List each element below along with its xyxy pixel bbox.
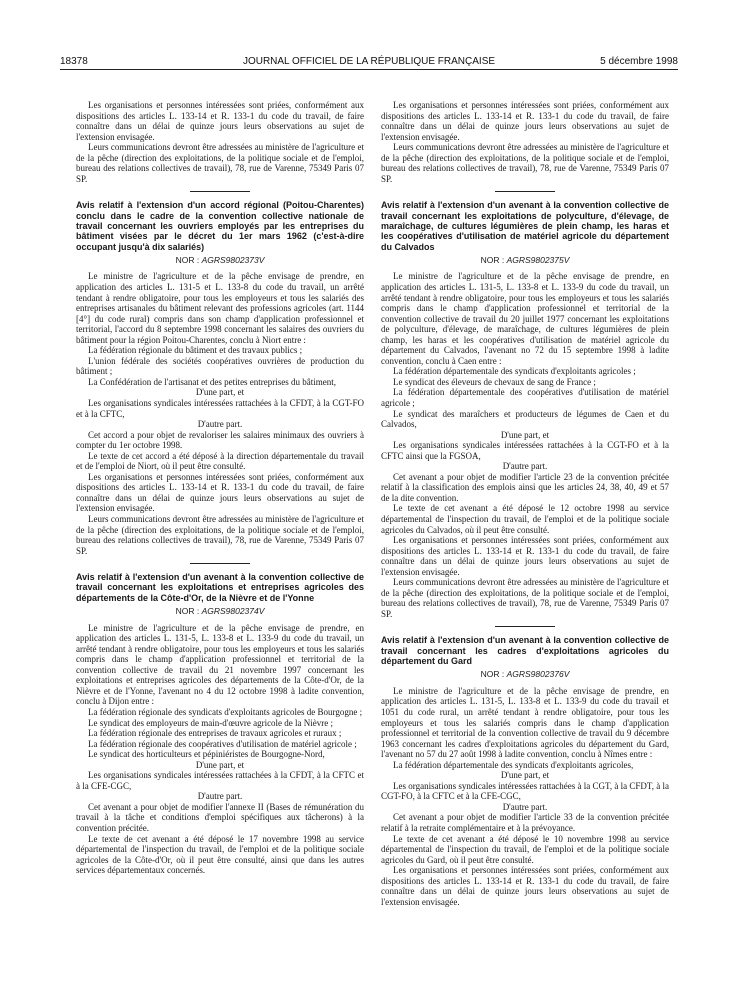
paragraph: Les organisations syndicales intéressées rattachées à la CFDT, à la CGT-FO et à la CFTC, xyxy=(76,397,364,419)
notice-title: Avis relatif à l'extension d'un avenant à la convention collective de travail concernant les cadres d'exploitations agricoles du département du Gard xyxy=(381,635,669,667)
paragraph: D'une part, et xyxy=(195,759,245,770)
paragraph: Les organisations et personnes intéressées sont priées, conformément aux dispositions des articles L. 133-14 et R. 133-1 du code du travail, de faire connaître dans un délai de quinze jours leurs observations au sujet de l'extension envisagée. xyxy=(381,535,669,577)
paragraph: Leurs communications devront être adressées au ministère de l'agriculture et de la pêche (direction des exploitations, de la politique sociale et de l'emploi, bureau des relations collectives de travail), 78, rue de Varenne, 75349 Paris 07 SP. xyxy=(76,513,364,556)
nor-code: AGRS9802374V xyxy=(201,606,265,617)
paragraph: Cet avenant a pour objet de modifier l'article 33 de la convention précitée relatif à la retraite complémentaire et à la prévoyance. xyxy=(381,812,669,833)
paragraph: Les organisations syndicales intéressées rattachées à la CFDT, à la CFTC et à la CFE-CGC, xyxy=(76,770,364,791)
paragraph: D'autre part. xyxy=(502,801,548,812)
paragraph: Cet avenant a pour objet de modifier l'annexe II (Bases de rémunération du travail à la tâche et conditions d'emploi spécifiques aux tâcherons) à la convention précitée. xyxy=(76,801,364,833)
section-separator xyxy=(495,191,555,192)
paragraph: D'une part, et xyxy=(500,429,550,440)
left-column xyxy=(76,100,364,876)
paragraph: Le ministre de l'agriculture et de la pêche envisage de prendre, en application des articles L. 131-5 et L. 133-8 du code du travail, un arrêté tendant à rendre obligatoire, pour tous les employeurs et tous les salariés des entreprises artisanales du bâtiment relevant des professions agricoles (art. 1144 [4°] du code rural) compris dans son champ d'application professionnel et territorial, l'accord du 8 septembre 1998 concernant les salaires des ouvriers du bâtiment pour la région Poitou-Charentes, conclu à Niort entre : xyxy=(76,271,364,345)
paragraph: Les organisations et personnes intéressées sont priées, conformément aux dispositions des articles L. 133-14 et R. 133-1 du code du travail, de faire connaître dans un délai de quinze jours leurs observations au sujet de l'extension envisagée. xyxy=(381,865,669,907)
paragraph: Le syndicat des éleveurs de chevaux de sang de France ; xyxy=(393,376,596,387)
nor-label: NOR : xyxy=(480,669,505,680)
paragraph: Cet accord a pour objet de revaloriser les salaires minimaux des ouvriers à compter du 1er octobre 1998. xyxy=(76,429,364,451)
nor-label: NOR : xyxy=(175,606,200,617)
paragraph: La fédération départementale des syndicats d'exploitants agricoles ; xyxy=(393,366,636,377)
paragraph: D'autre part. xyxy=(197,791,243,802)
paragraph: Le texte de cet avenant a été déposé le 10 novembre 1998 au service départemental de l'inspection du travail, de l'emploi et de la politique sociale agricoles du Gard, où il peut être consulté. xyxy=(381,833,669,865)
nor-reference xyxy=(76,255,364,266)
paragraph: La fédération régionale des coopératives d'utilisation de matériel agricole ; xyxy=(88,738,357,749)
notice-title: Avis relatif à l'extension d'un avenant à la convention collective de travail concernant les exploitations de polyculture, d'élevage, de maraîchage, de cultures légumières de plein champ, les haras et les coopératives d'utilisation de matériel agricole du département du Calvados xyxy=(381,200,669,252)
paragraph: Le texte de cet avenant a été déposé le 17 novembre 1998 au service départemental de l'inspection du travail, de l'emploi et de la politique sociale agricoles de la Côte-d'Or, où il peut être consulté, ainsi que dans les autres services départementaux concernés. xyxy=(76,833,364,876)
notice-title: Avis relatif à l'extension d'un accord régional (Poitou-Charentes) conclu dans le cadre de la convention collective nationale de travail concernant les ouvriers employés par les entreprises du bâtiment visées par le décret du 1er mars 1962 (c'est-à-dire occupant jusqu'à dix salariés) xyxy=(76,200,364,252)
paragraph: La fédération régionale des entreprises de travaux agricoles et ruraux ; xyxy=(88,728,342,739)
paragraph: La fédération départementale des coopératives d'utilisation de matériel agricole ; xyxy=(381,387,669,408)
journal-title: JOURNAL OFFICIEL DE LA RÉPUBLIQUE FRANÇAISE xyxy=(242,56,496,67)
paragraph: Les organisations et personnes intéressées sont priées, conformément aux dispositions des articles L. 133-14 et R. 133-1 du code du travail, de faire connaître dans un délai de quinze jours leurs observations au sujet de l'extension envisagée. xyxy=(76,100,364,142)
nor-code: AGRS9802375V xyxy=(506,254,570,265)
issue-date: 5 décembre 1998 xyxy=(600,56,678,67)
paragraph: Leurs communications devront être adressées au ministère de l'agriculture et de la pêche (direction des exploitations, de la politique sociale et de l'emploi, bureau des relations collectives de travail), 78, rue de Varenne, 75349 Paris 07 SP. xyxy=(381,142,669,184)
paragraph: D'une part, et xyxy=(195,387,245,398)
notice-poitou-charentes xyxy=(76,200,364,556)
paragraph: Cet avenant a pour objet de modifier l'article 23 de la convention précitée relatif à la classification des emplois ainsi que les articles 24, 38, 40, 49 et 57 de la dite convention. xyxy=(381,471,669,503)
nor-reference xyxy=(381,669,669,680)
paragraph: La fédération régionale des syndicats d'exploitants agricoles de Bourgogne ; xyxy=(88,706,363,717)
nor-label: NOR : xyxy=(175,254,200,265)
paragraph: Les organisations et personnes intéressées sont priées, conformément aux dispositions des articles L. 133-14 et R. 133-1 du code du travail, de faire connaître dans un délai de quinze jours leurs observations au sujet de l'extension envisagée. xyxy=(381,100,669,142)
nor-reference xyxy=(381,255,669,266)
paragraph: D'une part, et xyxy=(500,770,550,781)
notice-title: Avis relatif à l'extension d'un avenant à la convention collective de travail concernant les exploitations et entreprises agricoles des départements de la Côte-d'Or, de la Nièvre et de l'Yonne xyxy=(76,572,364,603)
right-column xyxy=(381,100,669,907)
paragraph: Les organisations syndicales intéressées rattachées à la CGT-FO et à la CFTC ainsi que la FGSOA, xyxy=(381,440,669,461)
nor-code: AGRS9802373V xyxy=(201,254,265,265)
paragraph: Les organisations syndicales intéressées rattachées à la CGT, à la CFDT, à la CGT-FO, à la CFTC et à la CFE-CGC, xyxy=(381,780,669,802)
paragraph: Le syndicat des employeurs de main-d'œuvre agricole de la Nièvre ; xyxy=(88,717,334,728)
section-separator xyxy=(495,626,555,627)
header-rule xyxy=(60,69,678,70)
section-separator xyxy=(190,191,250,192)
paragraph: Le ministre de l'agriculture et de la pêche envisage de prendre, en application des articles L. 131-5, L. 133-8 et L. 133-9 du code du travail, un arrêté tendant à rendre obligatoire, pour tous les employeurs et tous les salariés compris dans le champ d'application professionnel et territorial de la convention collective de travail du 20 juillet 1977 concernant les exploitations de polyculture, d'élevage, de maraîchage, de cultures légumières de plein champ, les haras et les coopératives d'utilisation de matériel agricole du département du Calvados, l'avenant no 72 du 15 septembre 1998 à ladite convention, conclu à Caen entre : xyxy=(381,271,669,366)
notice-gard xyxy=(381,635,669,907)
paragraph: La fédération régionale du bâtiment et des travaux publics ; xyxy=(88,345,303,356)
nor-code: AGRS9802376V xyxy=(506,669,570,680)
paragraph: La Confédération de l'artisanat et des petites entreprises du bâtiment, xyxy=(88,376,337,387)
notice-calvados xyxy=(381,200,669,619)
nor-reference xyxy=(76,606,364,617)
paragraph: Leurs communications devront être adressées au ministère de l'agriculture et de la pêche (direction des exploitations, de la politique sociale et de l'emploi, bureau des relations collectives de travail), 78, rue de Varenne, 75349 Paris 07 SP. xyxy=(76,142,364,184)
paragraph: Le syndicat des maraîchers et producteurs de légumes de Caen et du Calvados, xyxy=(381,408,669,430)
paragraph: Le syndicat des horticulteurs et pépiniéristes de Bourgogne-Nord, xyxy=(88,749,325,760)
paragraph: L'union fédérale des sociétés coopératives ouvrières de production du bâtiment ; xyxy=(76,355,364,377)
paragraph: D'autre part. xyxy=(197,419,243,430)
paragraph: Le ministre de l'agriculture et de la pêche envisage de prendre, en application des articles L. 131-5, L. 133-8 et L. 133-9 du code du travail, un arrêté tendant à rendre obligatoire, pour tous les employeurs et tous les salariés compris dans le champ d'application professionnel et territorial de la convention collective de travail du 21 novembre 1997 concernant les exploitations et entreprises agricoles des départements de la Côte-d'Or, de la Nièvre et de l'Yonne, l'avenant no 4 du 12 octobre 1998 à ladite convention, conclu à Dijon entre : xyxy=(76,622,364,707)
nor-label: NOR : xyxy=(480,254,505,265)
paragraph: Le texte de cet accord a été déposé à la direction départementale du travail et de l'emploi de Niort, où il peut être consulté. xyxy=(76,450,364,472)
page-header xyxy=(60,56,678,70)
paragraph: Le texte de cet avenant a été déposé le 12 octobre 1998 au service départemental de l'inspection du travail, de l'emploi et de la politique sociale agricoles du Calvados, où il peut être consulté. xyxy=(381,503,669,535)
paragraph: Leurs communications devront être adressées au ministère de l'agriculture et de la pêche (direction des exploitations, de la politique sociale et de l'emploi, bureau des relations collectives de travail), 78, rue de Varenne, 75349 Paris 07 SP. xyxy=(381,577,669,619)
section-separator xyxy=(190,563,250,564)
paragraph: Le ministre de l'agriculture et de la pêche envisage de prendre, en application des articles L. 131-5, L. 133-8 et L. 133-9 du code du travail et 1051 du code rural, un arrêté tendant à rendre obligatoire, pour tous les employeurs et tous les salariés compris dans le champ d'application professionnel et territorial de la convention collective de travail du 9 décembre 1963 concernant les cadres d'exploitations agricoles du département du Gard, l'avenant no 57 du 27 août 1998 à ladite convention, conclu à Nîmes entre : xyxy=(381,685,669,760)
paragraph: D'autre part. xyxy=(502,461,548,472)
paragraph: Les organisations et personnes intéressées sont priées, conformément aux dispositions des articles L. 133-14 et R. 133-1 du code du travail, de faire connaître dans un délai de quinze jours leurs observations au sujet de l'extension envisagée. xyxy=(76,471,364,514)
notice-cote-d-or xyxy=(76,572,364,876)
page-number: 18378 xyxy=(60,56,88,67)
paragraph: La fédération départementale des syndicats d'exploitants agricoles, xyxy=(393,759,634,770)
